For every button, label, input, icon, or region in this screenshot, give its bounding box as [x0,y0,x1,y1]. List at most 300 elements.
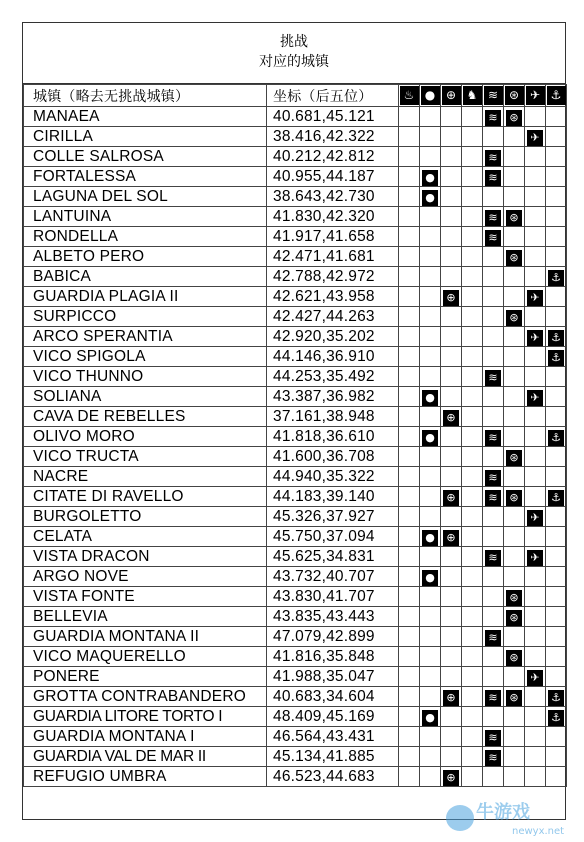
table-row [24,167,567,187]
town-coord: 43.835,43.443 [267,607,399,627]
header-fire-icon [399,85,420,107]
table-row [24,147,567,167]
challenge-cell [441,547,462,567]
challenge-cell [483,327,504,347]
challenge-cell [441,687,462,707]
town-name: GUARDIA PLAGIA II [24,287,267,307]
challenge-cell [420,607,441,627]
challenge-cell [399,667,420,687]
table-row [24,287,567,307]
challenge-cell [546,207,567,227]
town-coord: 40.681,45.121 [267,107,399,127]
table-row [24,607,567,627]
table-row [24,727,567,747]
challenge-cell [441,727,462,747]
table-row [24,527,567,547]
challenge-cell [462,407,483,427]
challenge-cell [441,467,462,487]
table-row [24,707,567,727]
title-line-1: 挑战 [280,34,308,50]
challenge-cell [525,627,546,647]
challenge-cell [399,107,420,127]
plane-icon: ✈ [527,390,543,406]
challenge-cell [504,527,525,547]
challenge-cell [420,187,441,207]
challenge-cell [546,467,567,487]
table-row [24,307,567,327]
challenge-cell [504,187,525,207]
challenge-cell [441,347,462,367]
table-row [24,247,567,267]
challenge-cell [525,327,546,347]
challenge-cell [420,747,441,767]
challenge-cell [441,667,462,687]
challenge-cell [483,107,504,127]
wheel-icon: ⊛ [506,650,522,666]
town-name: VISTA DRACON [24,547,267,567]
town-name: ARCO SPERANTIA [24,327,267,347]
challenge-cell [483,647,504,667]
challenge-cell [399,767,420,787]
town-name: VICO TRUCTA [24,447,267,467]
challenge-cell [504,427,525,447]
wheel-icon: ⊛ [506,450,522,466]
challenge-cell [420,287,441,307]
plane-icon: ✈ [526,86,545,105]
wheel-icon: ⊛ [505,86,524,105]
challenge-cell [504,107,525,127]
challenge-cell [399,187,420,207]
town-name: GUARDIA MONTANA I [24,727,267,747]
challenge-cell [420,547,441,567]
challenge-cell [525,107,546,127]
town-name: CIRILLA [24,127,267,147]
challenge-cell [441,127,462,147]
challenge-cell [462,227,483,247]
fire-icon: ♨ [400,86,419,105]
challenge-cell [462,147,483,167]
town-coord: 37.161,38.948 [267,407,399,427]
challenge-cell [504,647,525,667]
table-row [24,547,567,567]
table-row [24,107,567,127]
challenge-cell [462,487,483,507]
challenge-cell [399,267,420,287]
town-name: CELATA [24,527,267,547]
bomb-icon: ● [422,710,438,726]
challenge-cell [441,227,462,247]
challenge-cell [462,167,483,187]
challenge-cell [546,367,567,387]
challenge-cell [399,567,420,587]
town-name: VICO MAQUERELLO [24,647,267,667]
challenge-cell [441,287,462,307]
table-row [24,467,567,487]
challenge-cell [399,487,420,507]
challenge-cell [546,147,567,167]
header-coord: 坐标（后五位） [267,85,399,107]
challenge-cell [546,127,567,147]
challenge-cell [504,227,525,247]
wheel-icon: ⊛ [506,490,522,506]
town-coord: 42.621,43.958 [267,287,399,307]
challenge-cell [483,447,504,467]
table-row [24,347,567,367]
challenge-cell [420,387,441,407]
town-coord: 42.920,35.202 [267,327,399,347]
challenge-cell [504,747,525,767]
challenge-cell [483,767,504,787]
challenge-cell [462,527,483,547]
town-coord: 42.427,44.263 [267,307,399,327]
town-name: BELLEVIA [24,607,267,627]
header-crosshair-icon [441,85,462,107]
challenge-cell [525,647,546,667]
plane-icon: ✈ [527,550,543,566]
watermark-site: newyx.net [512,826,565,837]
challenge-cell [546,187,567,207]
challenge-cell [420,767,441,787]
bomb-icon: ● [422,170,438,186]
challenge-cell [546,347,567,367]
challenge-cell [546,727,567,747]
challenge-cell [462,707,483,727]
anchor-icon: ⚓ [547,86,566,105]
challenge-cell [483,247,504,267]
challenge-cell [399,507,420,527]
challenge-cell [420,467,441,487]
town-name: GUARDIA VAL DE MAR II [24,747,267,767]
challenge-cell [504,127,525,147]
bomb-icon: ● [422,530,438,546]
challenge-cell [420,327,441,347]
table-row [24,407,567,427]
challenge-cell [483,747,504,767]
town-coord: 42.788,42.972 [267,267,399,287]
challenge-cell [420,247,441,267]
header-wheel-icon [504,85,525,107]
challenge-cell [420,107,441,127]
town-name: VISTA FONTE [24,587,267,607]
challenge-cell [546,567,567,587]
challenge-cell [399,367,420,387]
challenge-cell [399,447,420,467]
watermark-logo-text: 牛游戏 [476,802,530,823]
wing-icon: ≋ [485,170,501,186]
challenge-cell [483,687,504,707]
town-coord: 43.387,36.982 [267,387,399,407]
anchor-icon: ⚓ [548,330,564,346]
challenge-cell [546,587,567,607]
table-row [24,427,567,447]
challenge-cell [504,347,525,367]
watermark-logo [442,794,572,838]
challenge-cell [441,527,462,547]
town-name: REFUGIO UMBRA [24,767,267,787]
challenge-cell [483,167,504,187]
challenge-cell [399,467,420,487]
challenge-cell [441,207,462,227]
town-coord: 45.750,37.094 [267,527,399,547]
challenge-cell [399,387,420,407]
challenge-cell [420,627,441,647]
challenge-cell [504,727,525,747]
challenge-cell [525,427,546,447]
challenge-cell [462,507,483,527]
challenge-cell [525,187,546,207]
town-name: ARGO NOVE [24,567,267,587]
challenge-cell [399,147,420,167]
table-row [24,507,567,527]
table-row [24,187,567,207]
challenge-cell [462,767,483,787]
challenge-cell [525,247,546,267]
challenge-cell [420,687,441,707]
challenge-cell [546,527,567,547]
challenge-cell [504,407,525,427]
challenge-cell [525,467,546,487]
header-row [24,85,567,107]
town-name: COLLE SALROSA [24,147,267,167]
challenge-cell [462,127,483,147]
challenge-cell [462,347,483,367]
wing-icon: ≋ [485,470,501,486]
bomb-icon: ● [422,430,438,446]
challenge-cell [399,527,420,547]
wing-icon: ≋ [485,430,501,446]
challenge-cell [525,747,546,767]
challenge-cell [420,147,441,167]
challenge-cell [525,667,546,687]
table-row [24,687,567,707]
challenge-cell [525,307,546,327]
challenge-cell [525,607,546,627]
challenge-cell [525,587,546,607]
wing-icon: ≋ [485,730,501,746]
challenge-cell [462,567,483,587]
challenge-cell [420,587,441,607]
crosshair-icon: ⊕ [443,770,459,786]
challenge-cell [483,187,504,207]
town-coord: 38.643,42.730 [267,187,399,207]
challenge-cell [504,207,525,227]
challenge-cell [420,567,441,587]
challenge-cell [420,487,441,507]
challenge-cell [399,727,420,747]
challenge-cell [441,587,462,607]
challenge-cell [462,747,483,767]
challenge-cell [525,547,546,567]
challenge-cell [399,247,420,267]
challenge-cell [504,447,525,467]
challenge-cell [483,127,504,147]
challenge-cell [483,427,504,447]
town-coord: 46.523,44.683 [267,767,399,787]
challenge-cell [462,247,483,267]
challenge-cell [504,147,525,167]
challenge-cell [504,367,525,387]
town-name: GROTTA CONTRABANDERO [24,687,267,707]
challenge-cell [399,627,420,647]
challenge-cell [441,647,462,667]
challenge-cell [399,167,420,187]
challenge-cell [462,447,483,467]
challenge-cell [546,507,567,527]
challenge-cell [441,407,462,427]
challenge-cell [462,607,483,627]
challenge-cell [483,527,504,547]
anchor-icon: ⚓ [548,710,564,726]
challenge-cell [399,687,420,707]
challenge-cell [483,287,504,307]
wing-icon: ≋ [485,550,501,566]
header-horse-icon [462,85,483,107]
town-coord: 45.134,41.885 [267,747,399,767]
challenge-cell [483,147,504,167]
town-coord: 46.564,43.431 [267,727,399,747]
table-row [24,127,567,147]
challenge-cell [420,307,441,327]
table-row [24,487,567,507]
challenge-cell [504,607,525,627]
challenge-cell [483,467,504,487]
challenge-cell [525,767,546,787]
challenge-cell [462,627,483,647]
challenge-cell [504,387,525,407]
challenge-cell [441,607,462,627]
wing-icon: ≋ [485,150,501,166]
challenge-table-sheet [22,22,566,820]
challenge-cell [483,407,504,427]
challenge-cell [546,307,567,327]
challenge-cell [399,127,420,147]
challenge-cell [525,207,546,227]
challenge-cell [420,407,441,427]
challenge-cell [462,367,483,387]
challenge-cell [462,287,483,307]
challenge-cell [462,307,483,327]
challenge-cell [483,727,504,747]
challenge-cell [546,707,567,727]
challenge-cell [441,427,462,447]
wheel-icon: ⊛ [506,210,522,226]
wing-icon: ≋ [485,370,501,386]
challenge-cell [504,627,525,647]
challenge-cell [546,447,567,467]
challenge-cell [546,287,567,307]
table-row [24,387,567,407]
town-coord: 48.409,45.169 [267,707,399,727]
challenge-cell [462,107,483,127]
challenge-cell [399,347,420,367]
challenge-cell [399,607,420,627]
challenge-cell [441,247,462,267]
town-coord: 41.818,36.610 [267,427,399,447]
challenge-cell [441,487,462,507]
challenge-cell [525,227,546,247]
challenge-cell [420,367,441,387]
wing-icon: ≋ [485,210,501,226]
challenge-cell [441,387,462,407]
challenge-cell [546,747,567,767]
challenge-cell [399,407,420,427]
challenge-cell [546,427,567,447]
header-wing-icon [483,85,504,107]
challenge-cell [420,267,441,287]
town-coord: 38.416,42.322 [267,127,399,147]
challenge-cell [420,527,441,547]
challenge-cell [546,107,567,127]
challenge-cell [504,247,525,267]
challenge-cell [504,327,525,347]
town-name: VICO THUNNO [24,367,267,387]
challenge-cell [483,507,504,527]
town-name: CAVA DE REBELLES [24,407,267,427]
challenge-cell [525,527,546,547]
challenge-cell [504,667,525,687]
challenge-cell [546,667,567,687]
challenge-cell [525,367,546,387]
wheel-icon: ⊛ [506,310,522,326]
town-name: SURPICCO [24,307,267,327]
town-coord: 45.625,34.831 [267,547,399,567]
challenge-cell [546,167,567,187]
crosshair-icon: ⊕ [443,490,459,506]
bomb-icon: ● [422,390,438,406]
header-plane-icon [525,85,546,107]
challenge-cell [483,487,504,507]
challenge-cell [483,587,504,607]
table-row [24,647,567,667]
challenge-cell [546,267,567,287]
wheel-icon: ⊛ [506,250,522,266]
table-row [24,447,567,467]
plane-icon: ✈ [527,330,543,346]
challenge-cell [420,647,441,667]
challenge-cell [420,667,441,687]
wheel-icon: ⊛ [506,590,522,606]
challenge-cell [483,547,504,567]
anchor-icon: ⚓ [548,490,564,506]
wing-icon: ≋ [485,690,501,706]
anchor-icon: ⚓ [548,350,564,366]
challenge-cell [399,707,420,727]
challenge-cell [399,207,420,227]
challenge-cell [525,407,546,427]
challenge-cell [399,547,420,567]
challenge-cell [504,287,525,307]
challenge-cell [546,387,567,407]
challenge-cell [546,227,567,247]
town-name: ALBETO PERO [24,247,267,267]
wing-icon: ≋ [485,490,501,506]
challenge-cell [462,547,483,567]
challenge-cell [546,547,567,567]
town-coord: 41.830,42.320 [267,207,399,227]
challenge-cell [546,627,567,647]
challenge-cell [462,727,483,747]
challenge-cell [483,567,504,587]
challenge-cell [504,267,525,287]
challenge-cell [525,147,546,167]
challenge-cell [525,687,546,707]
challenge-cell [546,487,567,507]
challenge-cell [441,507,462,527]
challenge-cell [483,607,504,627]
title-line-2: 对应的城镇 [259,54,329,70]
table-row [24,207,567,227]
challenge-cell [504,307,525,327]
